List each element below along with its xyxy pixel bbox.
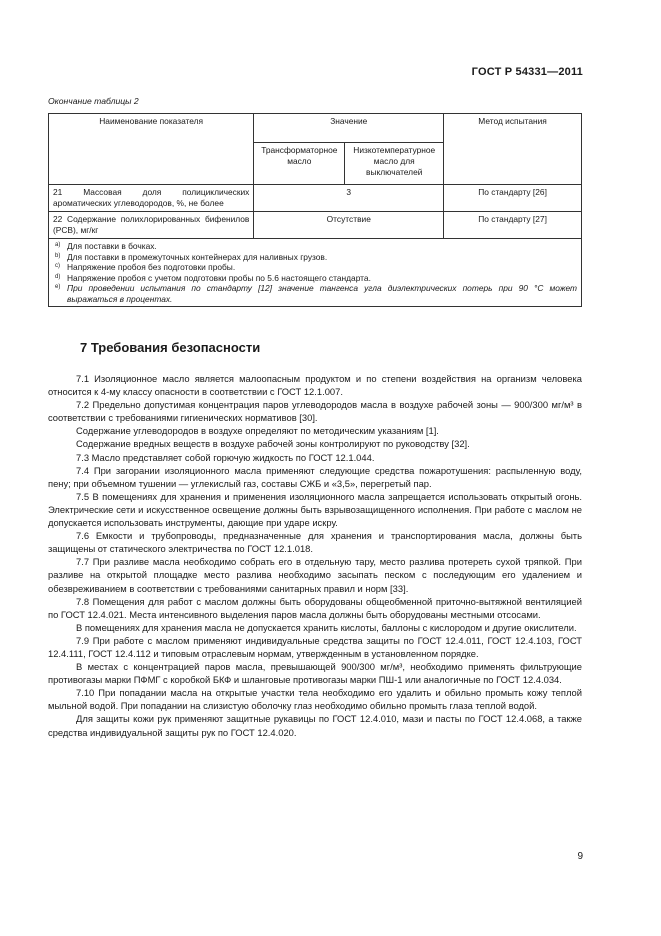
row-name: 21 Массовая доля полициклических ароматических углеводородов, %, не более — [49, 185, 254, 212]
paragraph: 7.3 Масло представляет собой горючую жидкость по ГОСТ 12.1.044. — [76, 451, 375, 463]
paragraph: 7.9 При работе с маслом применяют индивидуальные средства защиты по ГОСТ 12.4.011, ГОСТ 12.4.103, ГОСТ 12.4.111, ГОСТ 12.4.112 и типовым отраслевым нормам, утвержденным в установленном порядке. — [48, 634, 582, 659]
row-value: Отсутствие — [254, 212, 444, 239]
footnote-text: Напряжение пробоя без подготовки пробы. — [67, 262, 236, 272]
header-low-temp-oil: Низкотемпературное масло для выключателей — [345, 143, 444, 185]
footnote — [53, 262, 577, 273]
paragraph: 7.7 При разливе масла необходимо собрать его в отдельную тару, место разлива протереть сухой тряпкой. При разливе на открытой площадке место разлива необходимо засыпать песком с последующим его удалением и обезвреживанием в соответствии с требованиями санитарных правил и норм [33]. — [48, 556, 582, 594]
row-value: 3 — [254, 185, 444, 212]
footnote-mark: b) — [55, 252, 61, 259]
row-name: 22 Содержание полихлорированных бифенилов (PCB), мг/кг — [49, 212, 254, 239]
header-value: Значение — [254, 114, 444, 143]
table-caption: Окончание таблицы 2 — [48, 96, 139, 106]
header-transformer-oil: Трансформаторное масло — [254, 143, 345, 185]
paragraph: 7.8 Помещения для работ с маслом должны быть оборудованы общеобменной приточно-вытяжной вентиляцией по ГОСТ 12.4.021. Места интенсивного выделения паров масла должны быть оборудованы местными отсосами. — [48, 595, 582, 620]
paragraph: 7.4 При загорании изоляционного масла применяют следующие средства пожаротушения: распыленную воду, пену; при объемном тушении — углекислый газ, составы СЖБ и «3,5», перегретый пар. — [48, 464, 582, 489]
footnote-text: При проведении испытания по стандарту [12] значение тангенса угла диэлектрических потерь при 90 °С может выражаться в процентах. — [67, 283, 577, 304]
page-number: 9 — [577, 851, 583, 862]
table-row — [49, 212, 582, 239]
header-name: Наименование показателя — [49, 114, 254, 185]
paragraph: 7.6 Емкости и трубопроводы, предназначенные для хранения и транспортирования масла, должны быть защищены от статического электричества по ГОСТ 12.1.018. — [48, 530, 582, 555]
paragraph: Содержание вредных веществ в воздухе рабочей зоны контролируют по руководству [32]. — [76, 438, 470, 450]
footnote-mark: a) — [55, 242, 61, 248]
footnote — [53, 283, 577, 304]
paragraph: Для защиты кожи рук применяют защитные рукавицы по ГОСТ 12.4.010, мази и пасты по ГОСТ 12.4.068, а также средства индивидуальной защиты рук по ГОСТ 12.4.020. — [48, 713, 582, 738]
table-header-row — [49, 114, 582, 143]
paragraph: 7.5 В помещениях для хранения и применения изоляционного масла запрещается использовать открытый огонь. Электрические сети и искусственное освещение должны быть взрывозащищенного исполнения. При работе с маслом не допускается использовать инструменты, дающие при ударе искру. — [48, 490, 582, 529]
footnote — [53, 252, 577, 263]
section-body — [48, 372, 582, 739]
properties-table — [48, 113, 582, 307]
paragraph: 7.10 При попадании масла на открытые участки тела необходимо его удалить и обильно промыть кожу теплой мыльной водой. При попадании на слизистую оболочку глаз необходимо обильно промыть глаза теплой водой. — [48, 687, 582, 712]
table-row — [49, 185, 582, 212]
footnote-text: Для поставки в бочках. — [67, 241, 157, 251]
paragraph: В местах с концентрацией паров масла, превышающей 900/300 мг/м³, необходимо применять фильтрующие противогазы марки ПФМГ с коробкой БКФ и шланговые противогазы марки ПШ-1 или аналогичные по ГОСТ 12.4.034. — [48, 661, 582, 686]
footnote-text: Для поставки в промежуточных контейнерах для наливных грузов. — [67, 251, 328, 262]
footnote-mark: d) — [55, 273, 61, 280]
paragraph: 7.2 Предельно допустимая концентрация паров углеводородов масла в воздухе рабочей зоны — 900/300 мг/м³ в соответствии с требованиями гигиенических нормативов [30]. — [48, 399, 582, 424]
table-notes-row — [49, 239, 582, 307]
section-title: 7 Требования безопасности — [80, 340, 261, 355]
paragraph: 7.1 Изоляционное масло является малоопасным продуктом и по степени воздействия на организм человека относится к 4-му классу опасности в соответствии с ГОСТ 12.1.007. — [48, 373, 582, 398]
standard-designation: ГОСТ Р 54331—2011 — [471, 66, 583, 78]
header-method: Метод испытания — [444, 114, 582, 185]
row-method: По стандарту [27] — [444, 212, 582, 239]
footnote-mark: c) — [55, 263, 60, 269]
footnote-text: Напряжение пробоя с учетом подготовки пробы по 5.6 настоящего стандарта. — [67, 272, 371, 283]
footnote — [53, 273, 577, 284]
paragraph: В помещениях для хранения масла не допускается хранить кислоты, баллоны с кислородом и другие окислители. — [76, 621, 577, 633]
footnote — [53, 241, 577, 252]
table-notes — [49, 239, 582, 307]
paragraph: Содержание углеводородов в воздухе определяют по методическим указаниям [1]. — [76, 425, 439, 437]
row-method: По стандарту [26] — [444, 185, 582, 212]
footnote-mark: e) — [55, 284, 61, 290]
